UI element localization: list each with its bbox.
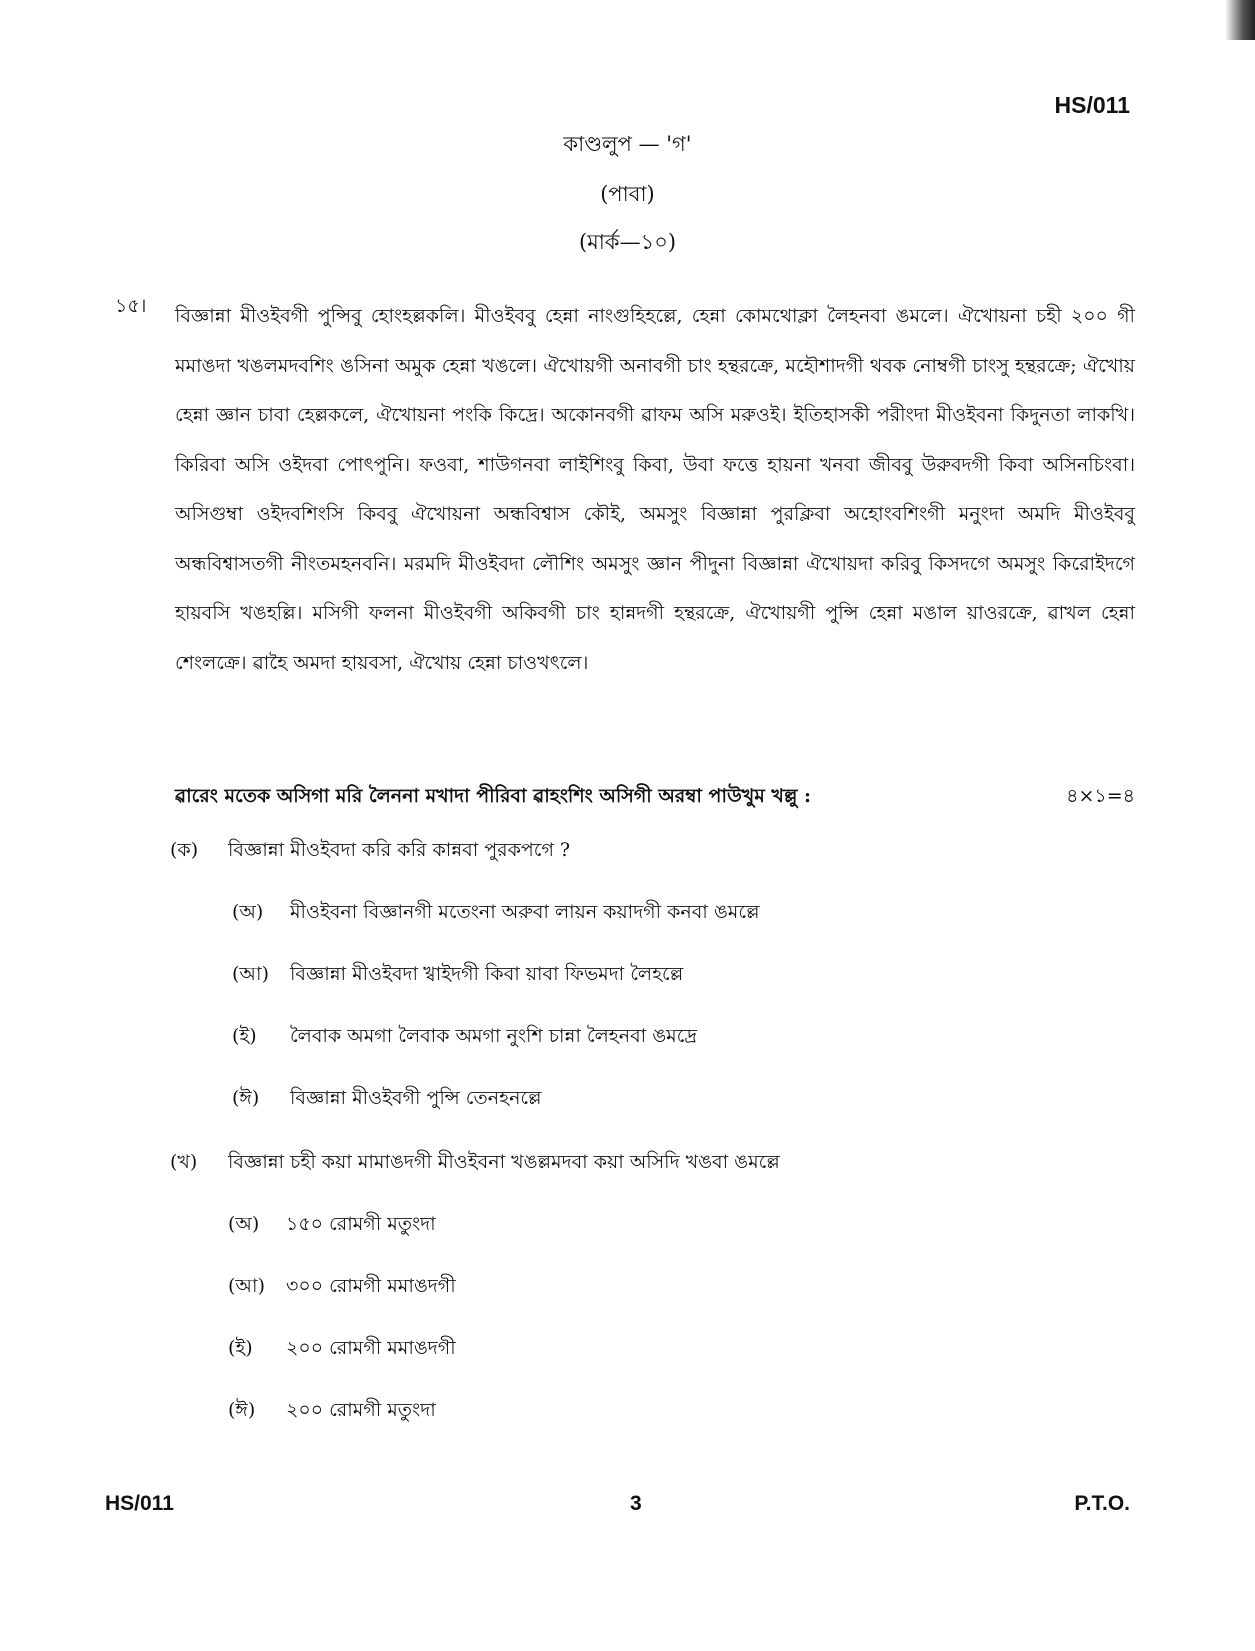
option-label: (অ) xyxy=(232,901,264,923)
subquestion-text: বিজ্ঞান্না মীওইবদা করি করি কান্নবা পুরকপগে ? xyxy=(228,839,571,861)
subquestion-ka xyxy=(170,836,570,868)
option-kha-aa xyxy=(228,1272,456,1304)
subquestion-label: (ক) xyxy=(170,839,199,861)
section-marks: (মার্ক—১০) xyxy=(578,230,677,254)
option-kha-a xyxy=(228,1210,436,1242)
paper-code-top: HS/011 xyxy=(1054,92,1130,118)
option-kha-ii xyxy=(228,1396,436,1428)
subquestion-text: বিজ্ঞান্না চহী কয়া মামাঙদগী মীওইবনা খঙল্লমদবা কয়া অসিদি খঙবা ঙমল্লে xyxy=(228,1151,780,1173)
subquestion-label: (খ) xyxy=(170,1151,198,1173)
option-label: (ঈ) xyxy=(228,1399,256,1421)
option-ka-ii xyxy=(232,1084,542,1116)
option-label: (আ) xyxy=(228,1275,265,1297)
question-instruction: ৱারেং মতেক অসিগা মরি লৈননা মখাদা পীরিবা ৱাহংশিং অসিগী অরম্বা পাউখুম খল্লু : xyxy=(175,785,812,807)
option-label: (ই) xyxy=(228,1337,253,1359)
section-title: কাণ্ডলুপ — 'গ' xyxy=(563,132,692,156)
pto-label: P.T.O. xyxy=(1074,1492,1130,1515)
option-kha-i xyxy=(228,1334,456,1366)
option-ka-i xyxy=(232,1022,697,1054)
paper-code-bottom: HS/011 xyxy=(105,1492,174,1515)
option-label: (অ) xyxy=(228,1213,260,1235)
question-marks: ৪×১=৪ xyxy=(1066,785,1135,807)
option-text: বিজ্ঞান্না মীওইবদা খ্বাইদগী কিবা য়াবা ফিভমদা লৈহল্লে xyxy=(290,963,684,985)
question-number: ১৫। xyxy=(115,295,147,317)
option-text: ২০০ রোমগী মতুংদা xyxy=(286,1399,436,1421)
option-label: (ই) xyxy=(232,1025,257,1047)
option-text: ২০০ রোমগী মমাঙদগী xyxy=(286,1337,456,1359)
option-ka-aa xyxy=(232,960,683,992)
option-label: (ঈ) xyxy=(232,1087,260,1109)
scan-edge-shadow xyxy=(1225,0,1255,40)
passage-text: বিজ্ঞান্না মীওইবগী পুন্সিবু হোংহল্লকলি। মীওইববু হেন্না নাংগুহিহল্লে, হেন্না কোমথোক্লা লৈহনবা ঙমলে। ঐখোয়না চহী ২০০ গী মমাঙদা খঙলমদবশিং ঙসিনা অমুক হেন্না খঙলে। ঐখোয়গী অনাবগী চাং হন্থরক্রে, মহৌশাদগী থবক নোম্বগী চাংসু হন্থরক্রে; ঐখোয় হেন্না জ্ঞান চাবা হেল্লকলে, ঐখোয়না পংকি কিদ্রে। অকোনবগী ৱাফম অসি মরুওই। ইতিহাসকী পরীংদা মীওইবনা কিদুনতা লাকখি। কিরিবা অসি ওইদবা পোৎপুনি। ফওবা, শাউগনবা লাইশিংবু কিবা, উবা ফত্তে হায়না খনবা জীববু উরুবদগী কিবা অসিনচিংবা। অসিগুম্বা ওইদবশিংসি কিববু ঐখোয়না অন্ধবিশ্বাস কৌই, অমসুং বিজ্ঞান্না পুরক্লিবা অহোংবশিংগী মনুংদা অমদি মীওইববু অন্ধবিশ্বাসতগী নীংতমহনবনি। মরমদি মীওইবদা লৌশিং অমসুং জ্ঞান পীদুনা বিজ্ঞান্না ঐখোয়দা করিবু কিসদগে অমসুং কিরোইদগে হায়বসি খঙহল্লি। মসিগী ফলনা মীওইবগী অকিবগী চাং হান্নদগী হন্থরক্রে, ঐখোয়গী পুন্সি হেন্না মঙাল য়াওরক্রে, ৱাখল হেন্না শেংলক্রে। ৱাহৈ অমদা হায়বসা, ঐখোয় হেন্না চাওখৎলে। xyxy=(175,305,1135,674)
subquestion-kha xyxy=(170,1148,780,1180)
option-label: (আ) xyxy=(232,963,269,985)
option-text: ১৫০ রোমগী মতুংদা xyxy=(286,1213,436,1235)
page-number: 3 xyxy=(630,1492,642,1515)
option-text: বিজ্ঞান্না মীওইবগী পুন্সি তেনহনল্লে xyxy=(290,1087,542,1109)
option-text: লৈবাক অমগা লৈবাক অমগা নুংশি চান্না লৈহনবা ঙমদ্রে xyxy=(290,1025,697,1047)
option-text: মীওইবনা বিজ্ঞানগী মতেংনা অরুবা লায়ন কয়াদগী কনবা ঙমল্লে xyxy=(290,901,760,923)
option-ka-a xyxy=(232,898,760,930)
option-text: ৩০০ রোমগী মমাঙদগী xyxy=(286,1275,456,1297)
section-type: (পাবা) xyxy=(600,182,655,206)
